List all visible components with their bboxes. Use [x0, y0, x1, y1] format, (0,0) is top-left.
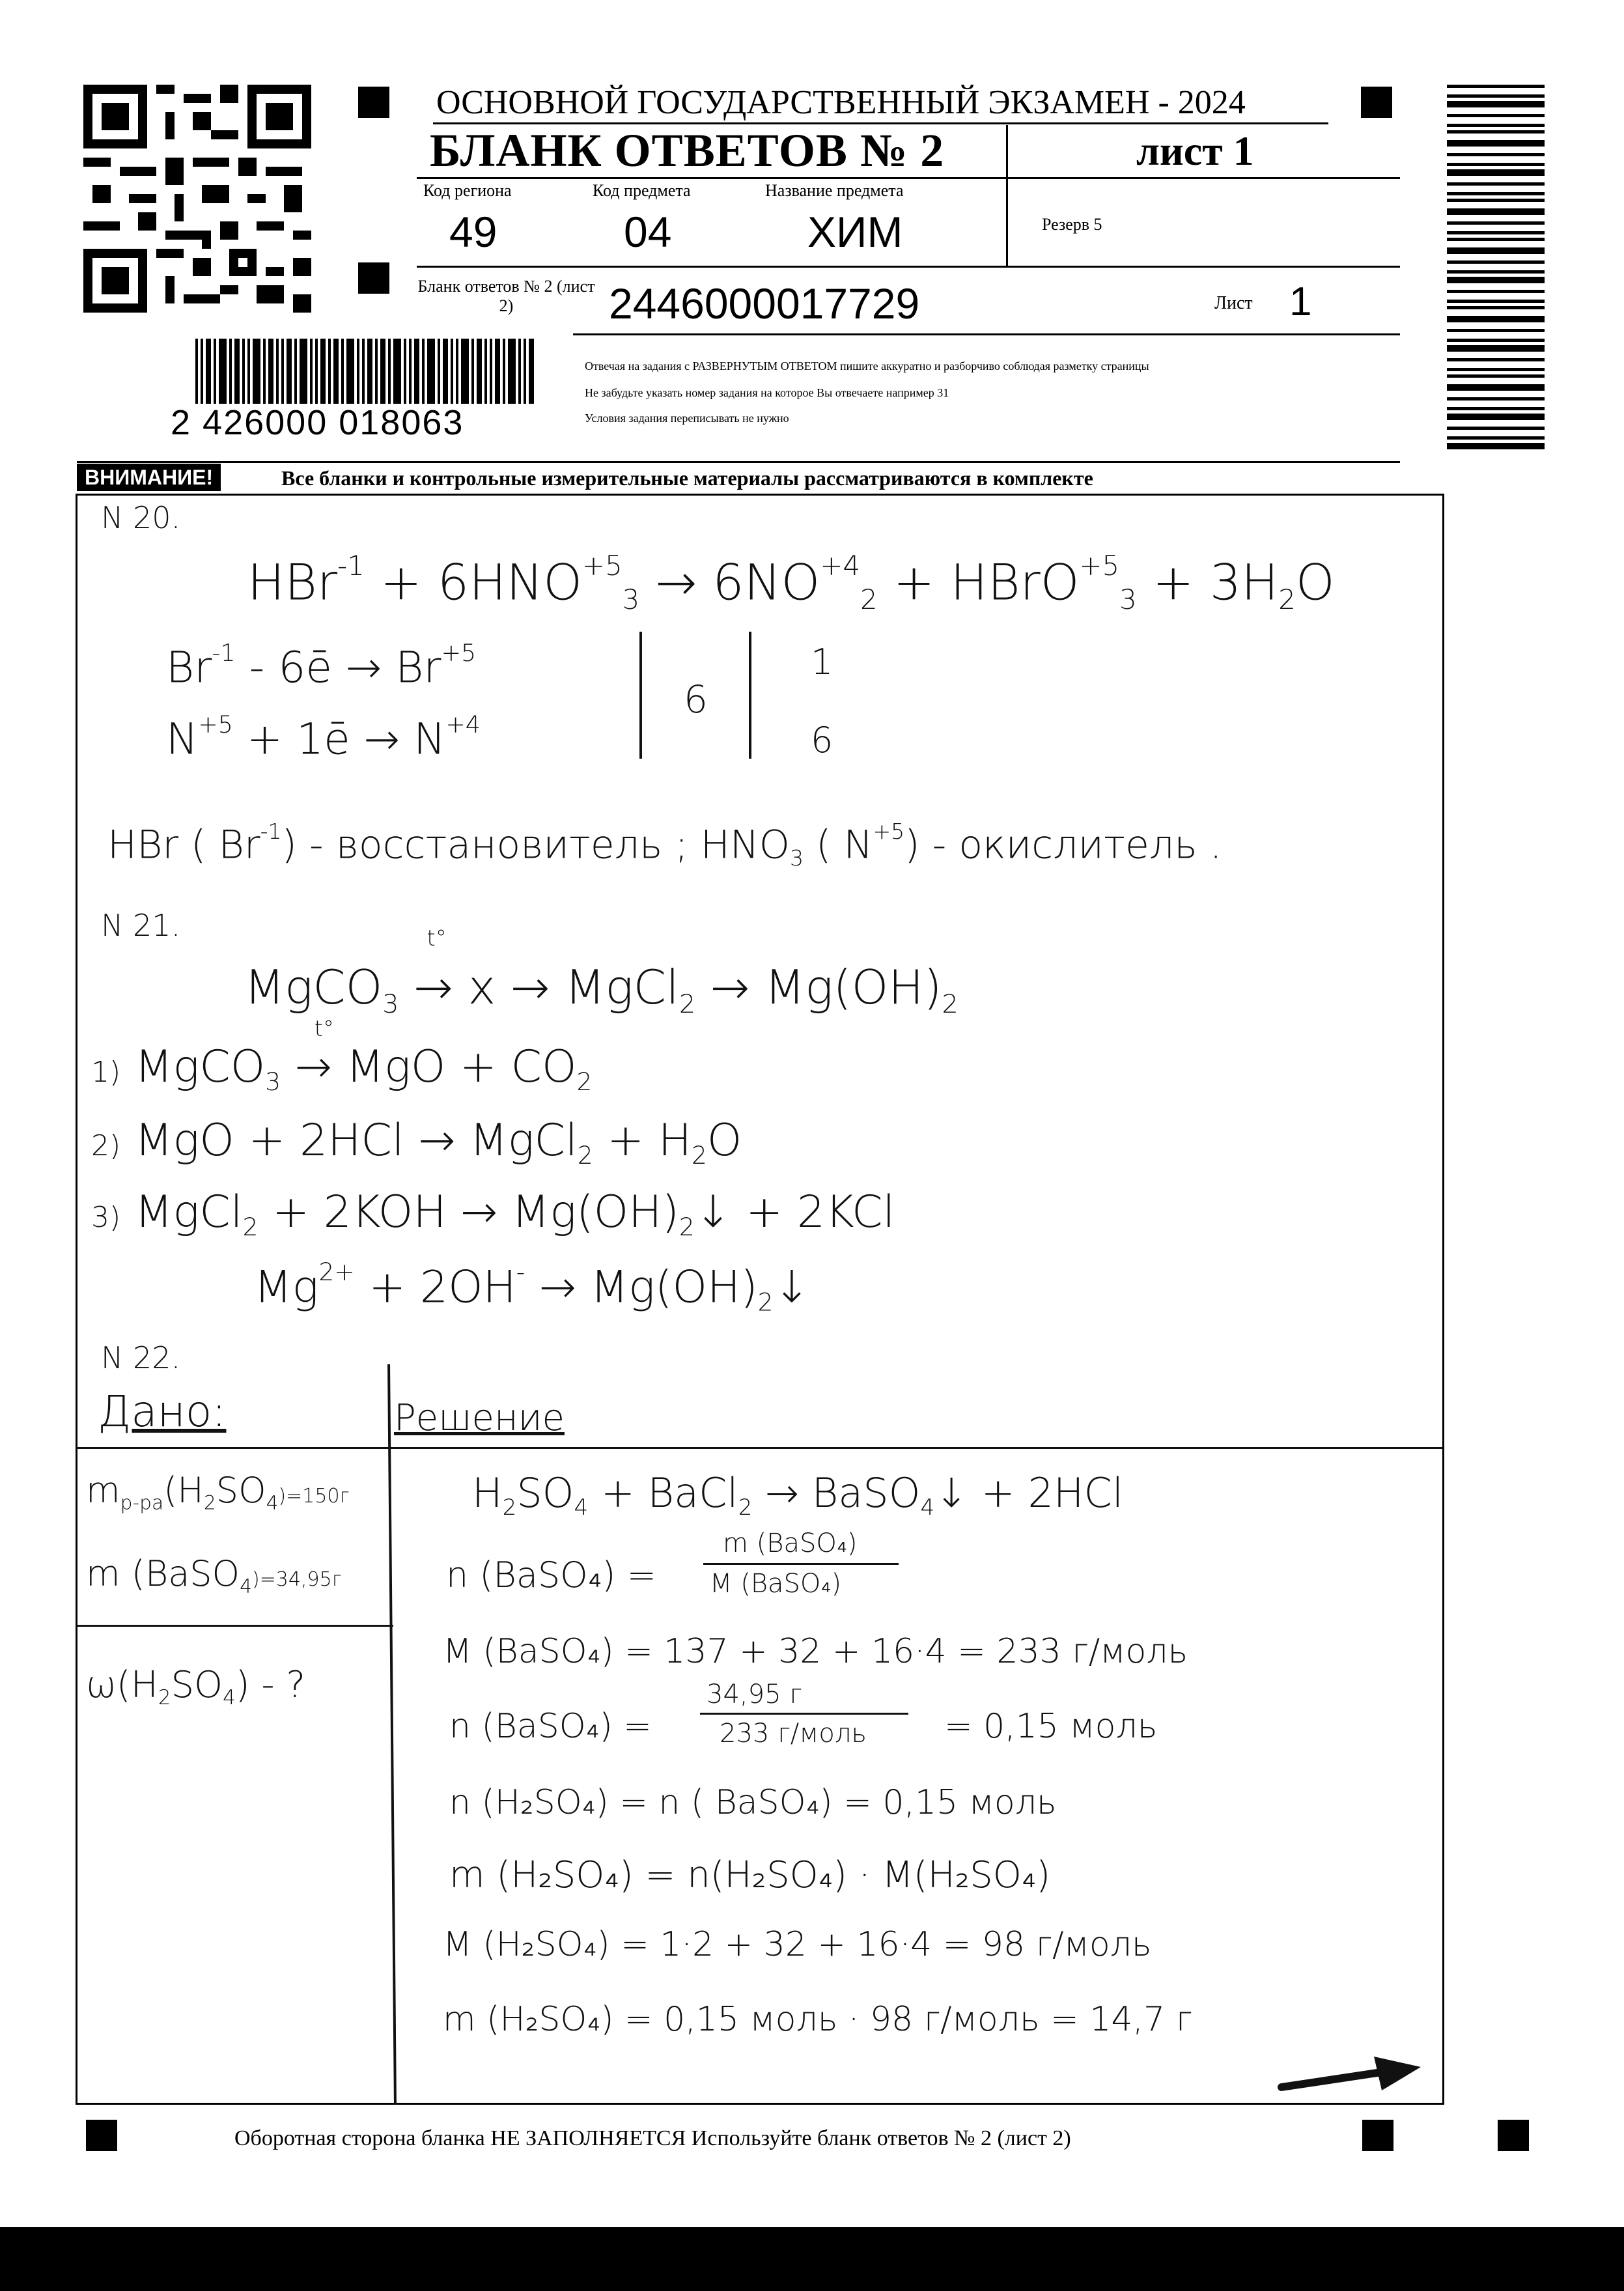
instruction-3: Условия задания переписывать не нужно [585, 412, 789, 425]
solution-molar-baso4: M (BaSO₄) = 137 + 32 + 16·4 = 233 г/моль [443, 1632, 1188, 1671]
barcode-number: 2 426000 018063 [171, 403, 464, 442]
region-value: 49 [449, 208, 497, 256]
marker-square-mid-left [358, 262, 389, 294]
sheet-label: Лист [1214, 293, 1253, 313]
task-20-half-reaction-2: $N^{+5}$ + 1ē → $N^{+4}$ [166, 710, 481, 765]
vertical-barcode [1447, 85, 1545, 449]
task-21-step-2: 2) MgO + 2HCl → MgCl2 + H2O [91, 1115, 742, 1170]
solution-n-formula: n (BaSO₄) = [446, 1554, 656, 1595]
subject-code-value: 04 [624, 208, 672, 256]
solution-n-formula-den: M (BaSO₄) [710, 1569, 842, 1599]
subject-name-label: Название предмета [765, 181, 904, 200]
form-ref-label: Бланк ответов № 2 (лист 2) [417, 277, 595, 315]
balance-line-1 [639, 632, 642, 759]
attention-text: Все бланки и контрольные измерительные материалы рассматриваются в комплекте [281, 466, 1093, 490]
marker-square-top-left [358, 87, 389, 118]
task-22-label: N 22. [101, 1340, 181, 1375]
solution-title: Решение [394, 1397, 565, 1439]
form-title: БЛАНК ОТВЕТОВ № 2 [430, 124, 945, 176]
solution-n-calc-num: 34,95 г [707, 1680, 802, 1709]
region-label: Код региона [423, 181, 512, 200]
solution-molar-h2so4: M (H₂SO₄) = 1·2 + 32 + 16·4 = 98 г/моль [443, 1925, 1152, 1964]
instruction-1: Отвечая на задания с РАЗВЕРНУТЫМ ОТВЕТОМ пишите аккуратно и разборчиво соблюдая разметку страницы [585, 359, 1149, 372]
balance-line-2 [749, 632, 751, 759]
balance-coef-1: 1 [811, 641, 833, 682]
solution-n-calc-result: = 0,15 моль [944, 1707, 1158, 1746]
continue-arrow-icon [1276, 2045, 1426, 2103]
given-bottom-line [77, 1625, 393, 1627]
header-hline-2 [417, 266, 1400, 268]
attention-line [77, 461, 1400, 463]
form-ref-number: 2446000017729 [609, 279, 920, 328]
marker-square-bottom-right-1 [1362, 2120, 1393, 2151]
fraction-bar-1 [703, 1563, 899, 1565]
exam-title: ОСНОВНОЙ ГОСУДАРСТВЕННЫЙ ЭКЗАМЕН - 2024 [436, 84, 1246, 121]
subject-name-value: ХИМ [807, 208, 903, 256]
task-20-equation: $HBr^{-1} + 6HNO^{+5}3 \to 6NO^{+4}2$ + HBrO$^{+5}$3 + 3H2O [247, 550, 1335, 616]
solution-n-calc: n (BaSO₄) = [449, 1707, 652, 1746]
solution-m-result: m (H₂SO₄) = 0,15 моль · 98 г/моль = 14,7 г [443, 2000, 1193, 2039]
task-21-scheme: MgCO3 t° → x → MgCl2 → Mg(OH)2 [244, 925, 959, 1019]
task-20-half-reaction-1: $Br^{-1}$ - 6ē → $Br^{+5}$ [166, 639, 477, 693]
reserve-label: Резерв 5 [1042, 215, 1102, 234]
given-1: mр-ра(H2SO4)=150г [86, 1470, 350, 1515]
scan-bottom-band [0, 2227, 1624, 2291]
marker-square-bottom-right-2 [1498, 2120, 1529, 2151]
given-2: m (BaSO4)=34,95г [86, 1553, 342, 1598]
marker-square-bottom-left [86, 2120, 117, 2151]
solution-n-formula-num: m (BaSO₄) [723, 1528, 858, 1558]
task-21-step-3: 3) MgCl2 + 2KOH → Mg(OH)2↓ + 2KCl [91, 1187, 895, 1242]
balance-lcm: 6 [684, 677, 708, 722]
sheet-title: лист 1 [1136, 128, 1254, 174]
attention-badge: ВНИМАНИЕ! [77, 464, 221, 491]
solution-equation: H2SO4 + BaCl2 → BaSO4↓ + 2HCl [472, 1469, 1124, 1521]
header-hline-1 [417, 177, 1400, 179]
solution-n-h2so4: n (H₂SO₄) = n ( BaSO₄) = 0,15 моль [449, 1783, 1057, 1822]
marker-square-top-right [1361, 87, 1392, 118]
subject-code-label: Код предмета [593, 181, 691, 200]
header-hline-3 [573, 333, 1400, 335]
task-21-ionic: $Mg^{2+} + 2OH^-$ → Mg(OH)2↓ [254, 1258, 811, 1317]
fraction-bar-2 [700, 1713, 908, 1715]
solution-n-calc-den: 233 г/моль [720, 1719, 867, 1749]
balance-coef-2: 6 [811, 720, 833, 761]
barcode [195, 339, 534, 404]
given-title: Дано: [98, 1386, 227, 1437]
qr-code [83, 85, 311, 313]
task-20-label: N 20. [101, 500, 181, 535]
sheet-number: 1 [1289, 279, 1312, 324]
header-vline [1006, 125, 1008, 267]
task-20-conclusion: HBr ( $Br^{-1}$) - восстановитель ; HNO3 ( $N^{+5}$) - окислитель . [107, 819, 1222, 871]
find-value: ω(H2SO4) - ? [86, 1664, 306, 1709]
solution-m-formula: m (H₂SO₄) = n(H₂SO₄) · M(H₂SO₄) [449, 1854, 1051, 1896]
given-top-line [77, 1447, 1443, 1449]
footer-text: Оборотная сторона бланка НЕ ЗАПОЛНЯЕТСЯ Используйте бланк ответов № 2 (лист 2) [234, 2126, 1071, 2150]
instruction-2: Не забудьте указать номер задания на которое Вы отвечаете например 31 [585, 386, 949, 399]
task-21-step-1: 1) MgCO3 t° → MgO + CO2 [91, 1016, 593, 1097]
task-21-label: N 21. [101, 908, 181, 943]
